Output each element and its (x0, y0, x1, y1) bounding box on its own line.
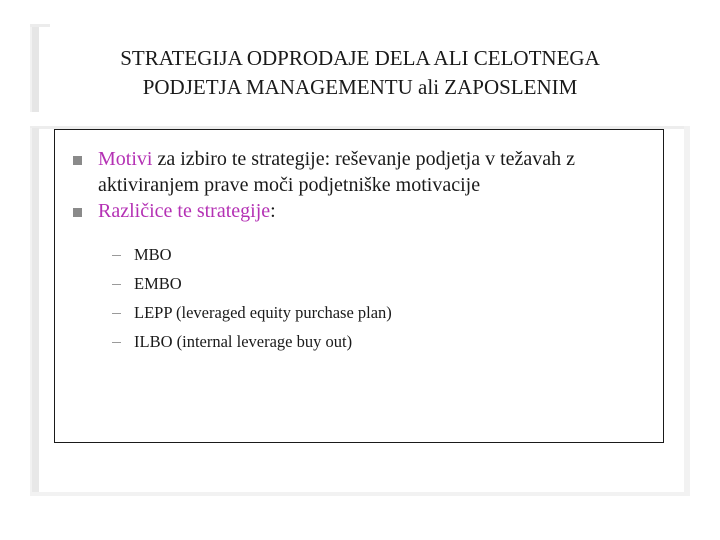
sub-bullet-item (112, 298, 512, 327)
dash-bullet-icon (112, 342, 121, 343)
bullet-text-line-2: aktiviranjem prave moči podjetniške motivacije (98, 174, 481, 196)
bullet-accent-text: Motivi (98, 148, 153, 170)
sub-bullet-text: EMBO (134, 274, 182, 293)
bullet-text-line-1: za izbiro te strategije: reševanje podjetja v težavah z (152, 148, 576, 170)
square-bullet-icon (73, 208, 82, 217)
sub-bullet-item (112, 269, 512, 298)
sub-bullet-text: MBO (134, 245, 172, 264)
sub-bullet-text: LEPP (leveraged equity purchase plan) (134, 303, 392, 322)
title-line-1: STRATEGIJA ODPRODAJE DELA ALI CELOTNEGA (120, 46, 600, 70)
sub-bullet-list (112, 240, 512, 356)
sub-bullet-text: ILBO (internal leverage buy out) (134, 332, 353, 351)
decorative-bottom-bar (30, 492, 690, 496)
decorative-body-left-bar (30, 128, 39, 496)
decorative-title-bar (30, 24, 39, 112)
bullet-text: : (270, 200, 276, 222)
title-line-2: PODJETJA MANAGEMENTU ali ZAPOSLENIM (142, 75, 578, 99)
square-bullet-icon (73, 156, 82, 165)
dash-bullet-icon (112, 284, 121, 285)
sub-bullet-item (112, 327, 512, 356)
bullet-item-razlicice (70, 198, 682, 224)
bullet-accent-text: Različice te strategije (98, 200, 271, 222)
dash-bullet-icon (112, 313, 121, 314)
decorative-title-top-bar (30, 24, 50, 27)
slide-title (60, 44, 660, 102)
decorative-right-bar (684, 126, 690, 496)
dash-bullet-icon (112, 255, 121, 256)
bullet-item-motivi (70, 146, 682, 198)
sub-bullet-item (112, 240, 512, 269)
bullet-list (70, 146, 682, 224)
